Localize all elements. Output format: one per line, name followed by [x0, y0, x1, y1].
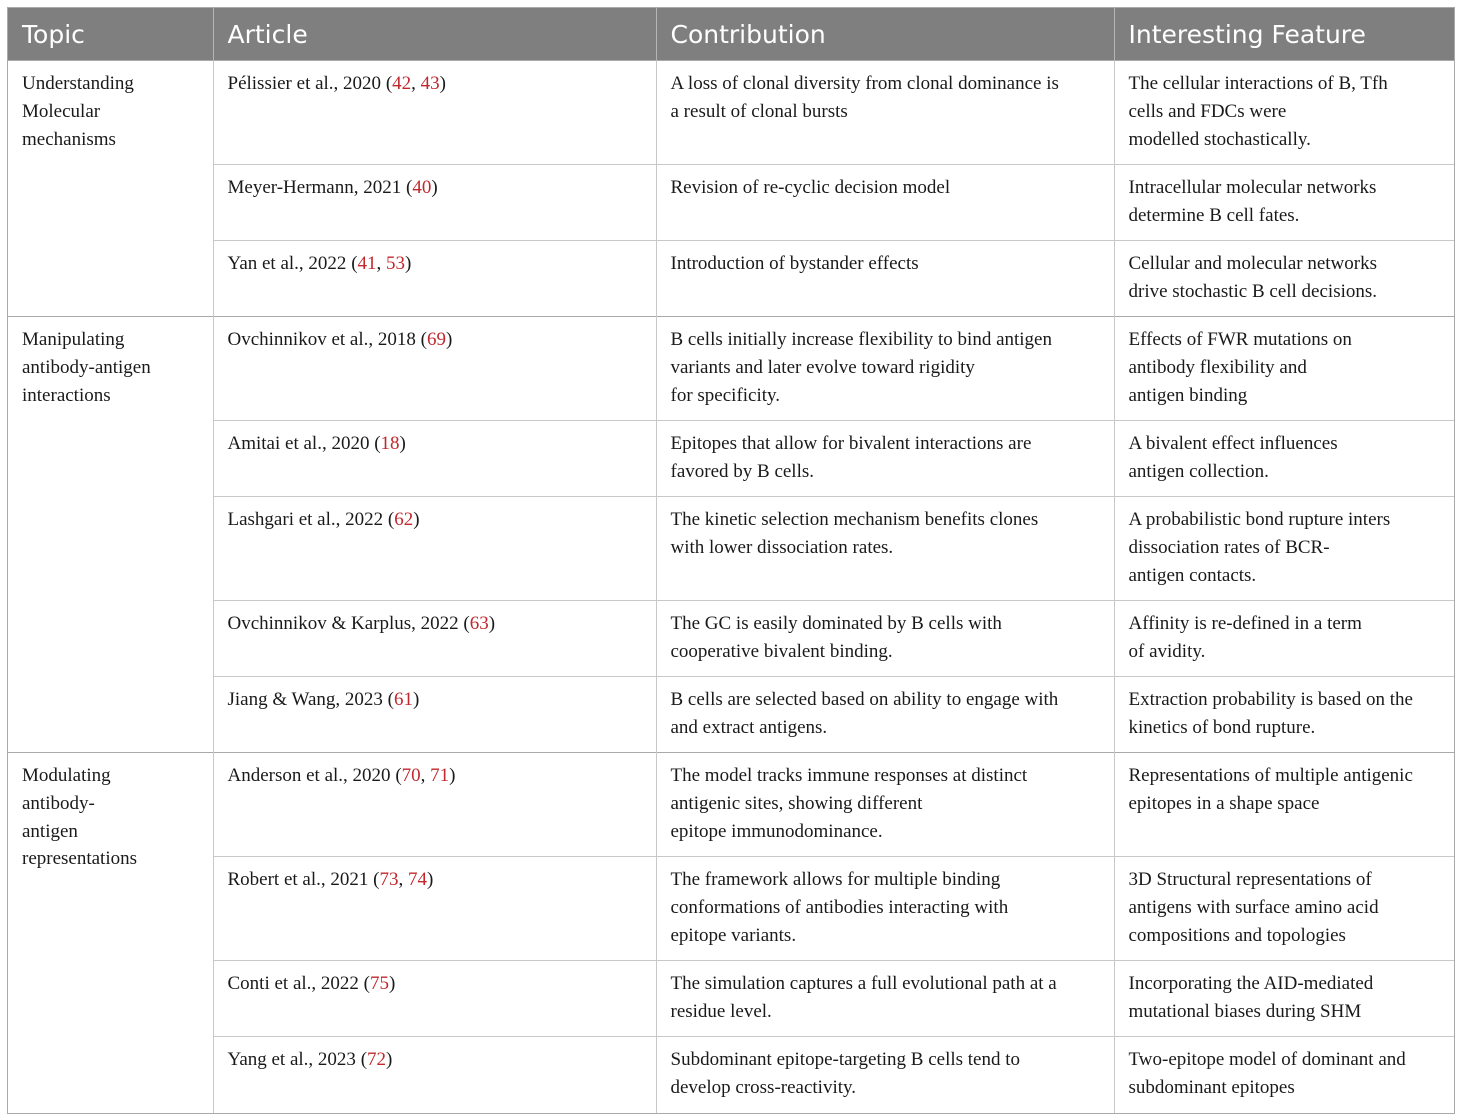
- reference-link[interactable]: 63: [469, 613, 489, 634]
- table-container: [7, 7, 1455, 1114]
- header-contribution: Contribution: [656, 8, 1114, 61]
- contribution-cell: A loss of clonal diversity from clonal dominance is a result of clonal bursts: [656, 61, 1114, 165]
- article-author: Conti et al., 2022: [227, 973, 359, 994]
- contribution-cell: The GC is easily dominated by B cells with cooperative bivalent binding.: [656, 601, 1114, 677]
- article-author: Ovchinnikov & Karplus, 2022: [227, 613, 459, 634]
- article-cell: Robert et al., 2021 (73, 74): [213, 857, 656, 961]
- feature-cell: The cellular interactions of B, Tfh cells and FDCs were modelled stochastically.: [1114, 61, 1454, 165]
- article-cell: Lashgari et al., 2022 (62): [213, 497, 656, 601]
- reference-link[interactable]: 71: [430, 765, 450, 786]
- reference-link[interactable]: 72: [367, 1049, 387, 1070]
- table-body: [8, 61, 1454, 1113]
- table-row: [8, 421, 1454, 497]
- contribution-cell: The model tracks immune responses at distinct antigenic sites, showing different epitope immunodominance.: [656, 753, 1114, 857]
- article-cell: Amitai et al., 2020 (18): [213, 421, 656, 497]
- reference-link[interactable]: 40: [412, 177, 432, 198]
- reference-link[interactable]: 70: [401, 765, 421, 786]
- contribution-cell: B cells initially increase flexibility to bind antigen variants and later evolve toward rigidity for specificity.: [656, 317, 1114, 421]
- feature-cell: A bivalent effect influences antigen collection.: [1114, 421, 1454, 497]
- table-row: [8, 857, 1454, 961]
- table-row: [8, 753, 1454, 857]
- feature-cell: Incorporating the AID-mediated mutational biases during SHM: [1114, 961, 1454, 1037]
- contribution-cell: The framework allows for multiple binding conformations of antibodies interacting with epitope variants.: [656, 857, 1114, 961]
- article-author: Robert et al., 2021: [227, 869, 369, 890]
- reference-link[interactable]: 74: [407, 869, 427, 890]
- reference-link[interactable]: 62: [394, 509, 414, 530]
- article-cell: Jiang & Wang, 2023 (61): [213, 677, 656, 753]
- topic-cell: Manipulating antibody-antigen interactions: [8, 317, 213, 753]
- article-cell: Ovchinnikov et al., 2018 (69): [213, 317, 656, 421]
- header-topic: Topic: [8, 8, 213, 61]
- reference-link[interactable]: 75: [369, 973, 389, 994]
- header-article: Article: [213, 8, 656, 61]
- table-row: [8, 317, 1454, 421]
- article-author: Anderson et al., 2020: [227, 765, 391, 786]
- contribution-cell: B cells are selected based on ability to engage with and extract antigens.: [656, 677, 1114, 753]
- table-row: [8, 165, 1454, 241]
- reference-link[interactable]: 18: [380, 433, 400, 454]
- feature-cell: Extraction probability is based on the kinetics of bond rupture.: [1114, 677, 1454, 753]
- table-row: [8, 241, 1454, 317]
- header-interesting-feature: Interesting Feature: [1114, 8, 1454, 61]
- article-author: Pélissier et al., 2020: [227, 73, 382, 94]
- reference-link[interactable]: 73: [379, 869, 399, 890]
- article-cell: Yan et al., 2022 (41, 53): [213, 241, 656, 317]
- literature-table: [8, 8, 1454, 1113]
- reference-link[interactable]: 69: [426, 329, 446, 350]
- article-author: Jiang & Wang, 2023: [227, 689, 383, 710]
- feature-cell: Effects of FWR mutations on antibody flexibility and antigen binding: [1114, 317, 1454, 421]
- table-row: [8, 1037, 1454, 1113]
- reference-link[interactable]: 42: [392, 73, 412, 94]
- table-row: [8, 961, 1454, 1037]
- article-cell: Ovchinnikov & Karplus, 2022 (63): [213, 601, 656, 677]
- feature-cell: Two-epitope model of dominant and subdominant epitopes: [1114, 1037, 1454, 1113]
- article-author: Meyer-Hermann, 2021: [227, 177, 402, 198]
- header-row: [8, 8, 1454, 61]
- article-author: Amitai et al., 2020: [227, 433, 370, 454]
- article-cell: Meyer-Hermann, 2021 (40): [213, 165, 656, 241]
- table-row: [8, 61, 1454, 165]
- article-author: Lashgari et al., 2022: [227, 509, 384, 530]
- feature-cell: A probabilistic bond rupture inters dissociation rates of BCR- antigen contacts.: [1114, 497, 1454, 601]
- contribution-cell: The simulation captures a full evolutional path at a residue level.: [656, 961, 1114, 1037]
- contribution-cell: Subdominant epitope-targeting B cells tend to develop cross-reactivity.: [656, 1037, 1114, 1113]
- reference-link[interactable]: 53: [386, 253, 406, 274]
- article-author: Yang et al., 2023: [227, 1049, 356, 1070]
- reference-link[interactable]: 43: [420, 73, 440, 94]
- article-cell: Anderson et al., 2020 (70, 71): [213, 753, 656, 857]
- feature-cell: Cellular and molecular networks drive stochastic B cell decisions.: [1114, 241, 1454, 317]
- topic-cell: Understanding Molecular mechanisms: [8, 61, 213, 317]
- article-cell: Yang et al., 2023 (72): [213, 1037, 656, 1113]
- feature-cell: Intracellular molecular networks determine B cell fates.: [1114, 165, 1454, 241]
- feature-cell: Affinity is re-defined in a term of avidity.: [1114, 601, 1454, 677]
- article-cell: Conti et al., 2022 (75): [213, 961, 656, 1037]
- contribution-cell: Epitopes that allow for bivalent interactions are favored by B cells.: [656, 421, 1114, 497]
- feature-cell: 3D Structural representations of antigens with surface amino acid compositions and topologies: [1114, 857, 1454, 961]
- article-author: Ovchinnikov et al., 2018: [227, 329, 416, 350]
- table-row: [8, 497, 1454, 601]
- contribution-cell: Introduction of bystander effects: [656, 241, 1114, 317]
- topic-cell: Modulating antibody- antigen representations: [8, 753, 213, 1113]
- article-cell: Pélissier et al., 2020 (42, 43): [213, 61, 656, 165]
- reference-link[interactable]: 41: [357, 253, 377, 274]
- table-row: [8, 601, 1454, 677]
- contribution-cell: The kinetic selection mechanism benefits clones with lower dissociation rates.: [656, 497, 1114, 601]
- feature-cell: Representations of multiple antigenic epitopes in a shape space: [1114, 753, 1454, 857]
- article-author: Yan et al., 2022: [227, 253, 347, 274]
- table-row: [8, 677, 1454, 753]
- contribution-cell: Revision of re-cyclic decision model: [656, 165, 1114, 241]
- reference-link[interactable]: 61: [393, 689, 413, 710]
